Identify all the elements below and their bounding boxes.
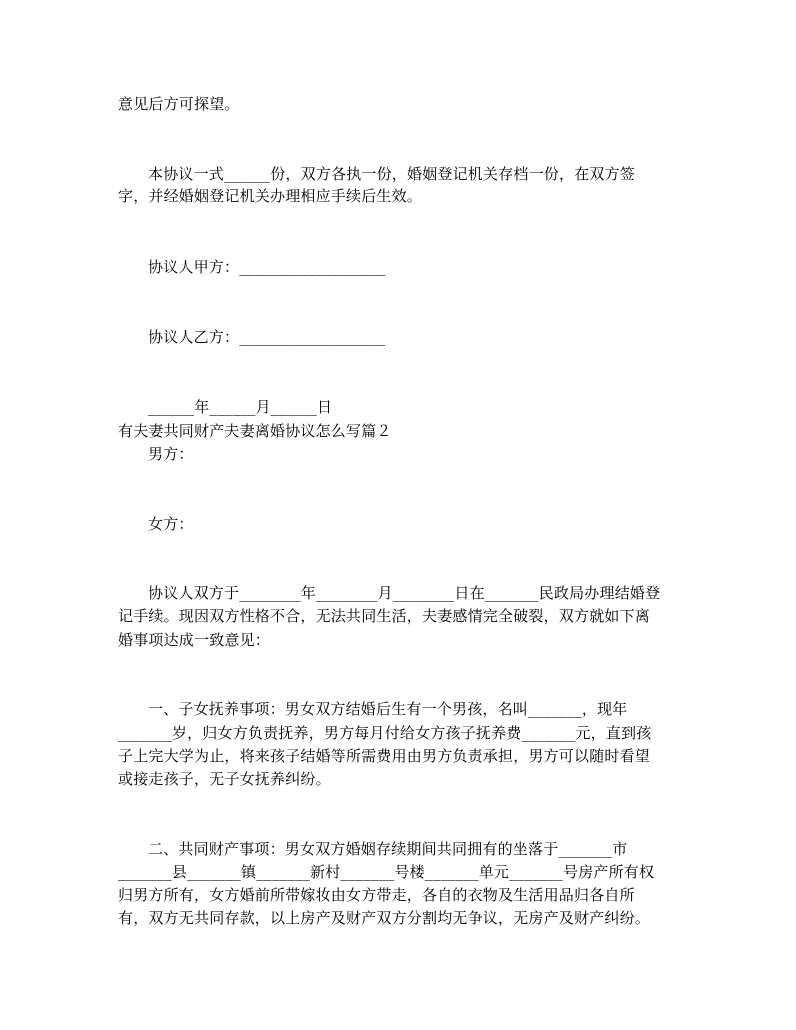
paragraph-line-child-4: 或接走孩子，无子女抚养纠纷。 <box>118 770 331 788</box>
paragraph-line-child-1: 一、子女抚养事项：男女双方结婚后生有一个男孩，名叫_______，现年 <box>148 700 628 718</box>
husband-label: 男方： <box>148 445 194 463</box>
party-b-signature-line: 协议人乙方：___________________ <box>148 328 386 346</box>
paragraph-line-property-1: 二、共同财产事项：男女双方婚姻存续期间共同拥有的坐落于_______市 <box>148 840 628 858</box>
paragraph-line-property-3: 归男方所有，女方婚前所带嫁妆由女方带走，各自的衣物及生活用品归各自所 <box>118 886 635 904</box>
date-line: ______年______月______日 <box>148 398 333 416</box>
paragraph-line-effective: 字，并经婚姻登记机关办理相应手续后生效。 <box>118 187 423 205</box>
paragraph-line-reason: 记手续。现因双方性格不合，无法共同生活，夫妻感情完全破裂，双方就如下离 <box>118 607 651 625</box>
paragraph-line-child-3: 子上完大学为止，将来孩子结婚等所需费用由男方负责承担，男方可以随时看望 <box>118 747 651 765</box>
paragraph-line-visitation-end: 意见后方可探望。 <box>118 95 240 113</box>
paragraph-line-copies: 本协议一式______份，双方各执一份，婚姻登记机关存档一份，在双方签 <box>148 165 636 183</box>
paragraph-line-marriage-registration: 协议人双方于________年________月________日在_______民政局办理结婚登 <box>148 584 661 602</box>
wife-label: 女方： <box>148 515 194 533</box>
section-title: 有夫妻共同财产夫妻离婚协议怎么写篇２ <box>118 422 392 440</box>
paragraph-line-property-2: _______县_______镇_______新村_______号楼_______单元_______号房产所有权 <box>118 863 655 881</box>
paragraph-line-child-2: _______岁，归女方负责抚养，男方每月付给女方孩子抚养费_______元，直到孩 <box>118 724 652 742</box>
paragraph-line-property-4: 有，双方无共同存款，以上房产及财产双方分割均无争议，无房产及财产纠纷。 <box>118 909 651 927</box>
paragraph-line-agreement: 婚事项达成一致意见： <box>118 631 271 649</box>
party-a-signature-line: 协议人甲方：___________________ <box>148 258 386 276</box>
